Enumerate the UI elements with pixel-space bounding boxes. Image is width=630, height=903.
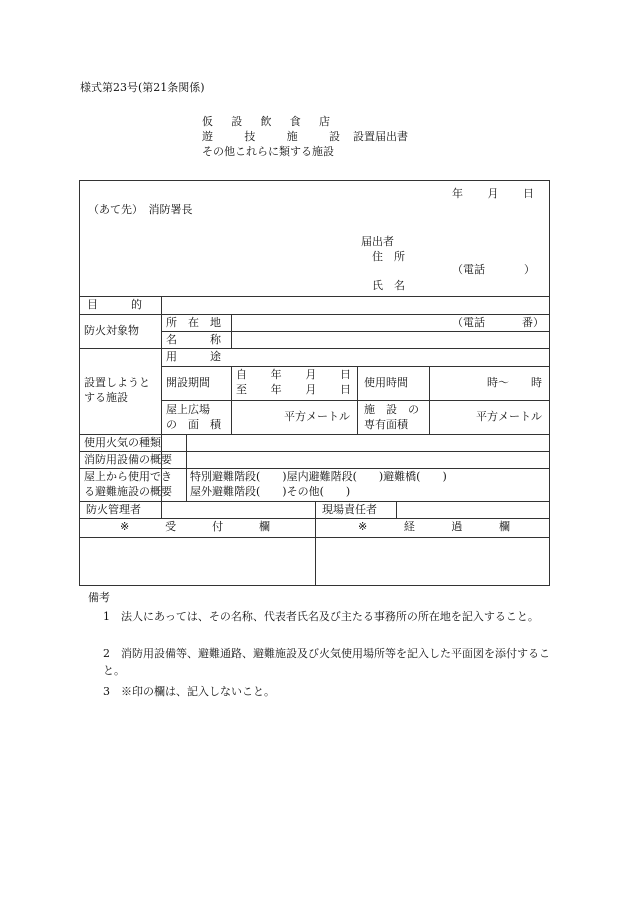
title-char: 遊	[202, 130, 213, 143]
reception-char: 欄	[258, 520, 270, 533]
notifier-label: 届出者	[361, 235, 394, 248]
period-label: 開設期間	[166, 376, 210, 389]
location-label: 所 在 地	[166, 316, 221, 329]
title-char: 設	[328, 130, 340, 143]
to-month: 月	[305, 383, 317, 396]
fire-equipment-label: 消防用設備の概要	[84, 453, 172, 466]
evac-label-1: 屋上から使用でき	[84, 470, 172, 483]
title-suffix: 設置届出書	[353, 130, 408, 143]
phone-close: ）	[524, 263, 535, 276]
title-char: 技	[244, 130, 256, 143]
rule	[79, 348, 550, 349]
title-char: 食	[289, 115, 301, 128]
fire-manager-label: 防火管理者	[86, 503, 141, 516]
reception-char: 付	[212, 520, 224, 533]
rule	[231, 366, 232, 434]
progress-mark: ※	[358, 520, 368, 533]
date-year: 年	[452, 187, 463, 200]
location-phone-close: 番）	[522, 316, 544, 329]
rule	[161, 400, 550, 401]
from-year: 年	[270, 368, 282, 381]
address-label: 住 所	[372, 250, 405, 263]
reception-char: 受	[165, 520, 177, 533]
rule	[357, 366, 358, 434]
evac-options-2: 屋外避難階段( )その他( )	[190, 485, 351, 498]
site-manager-label: 現場責任者	[322, 503, 377, 516]
title-char: 施	[286, 130, 298, 143]
title-line-1	[202, 115, 330, 129]
reception-mark: ※	[120, 520, 130, 533]
date-month: 月	[487, 187, 499, 200]
date-day: 日	[523, 187, 534, 200]
rule	[231, 314, 232, 348]
title-char: 飲	[260, 115, 272, 128]
usage-label: 用 途	[166, 350, 221, 363]
period-to	[236, 383, 351, 397]
target-label: 防火対象物	[84, 324, 139, 337]
rule	[79, 314, 550, 315]
reception-header	[120, 520, 270, 534]
usage-hours-label: 使用時間	[364, 376, 408, 389]
title-line-2	[202, 130, 340, 144]
name-row-label: 名 称	[166, 333, 221, 346]
to-day: 日	[339, 383, 351, 396]
phone-label: （電話	[452, 263, 485, 276]
title-char: 設	[231, 115, 243, 128]
evac-options-1: 特別避難階段( )屋内避難階段( )避難橋( )	[190, 470, 447, 483]
title-char: 店	[319, 115, 330, 128]
installation-label: 設置しようとする施設	[84, 376, 150, 404]
rule	[79, 468, 550, 469]
rule	[396, 501, 397, 518]
rule	[79, 434, 550, 435]
exclusive-area-label: 専有面積	[364, 418, 408, 431]
period-from	[236, 368, 351, 382]
rooftop-area-unit: 平方メートル	[284, 410, 350, 423]
usage-hours-value: 時〜 時	[487, 376, 542, 389]
rule	[79, 451, 550, 452]
progress-header	[358, 520, 510, 534]
location-phone-open: （電話	[452, 316, 485, 329]
note-item: 2 消防用設備等、避難通路、避難施設及び火気使用場所等を記入した平面図を添付すること。	[103, 647, 550, 677]
fire-type-label: 使用火気の種類	[84, 436, 161, 449]
progress-char: 過	[451, 520, 463, 533]
rule	[79, 296, 550, 297]
rule	[161, 331, 550, 332]
to-label: 至	[236, 383, 247, 396]
rule	[429, 366, 430, 434]
note-item: 1 法人にあっては、その名称、代表者氏名及び主たる事務所の所在地を記入すること。	[103, 610, 539, 623]
exclusive-area-unit: 平方メートル	[476, 410, 542, 423]
title-char: 仮	[202, 115, 213, 128]
date-field	[452, 187, 534, 201]
title-line-3: その他これらに類する施設	[202, 145, 334, 158]
notes-title: 備考	[88, 591, 110, 604]
from-label: 自	[236, 368, 247, 381]
rule	[161, 366, 550, 367]
form-number: 様式第23号(第21条関係)	[80, 81, 205, 94]
purpose-label: 目 的	[87, 298, 142, 311]
progress-char: 欄	[499, 520, 510, 533]
facility-label: 施 設 の	[364, 403, 419, 416]
progress-char: 経	[403, 520, 415, 533]
to-year: 年	[270, 383, 282, 396]
area-label: の 面 積	[166, 418, 221, 431]
name-label: 氏 名	[372, 279, 405, 292]
rooftop-label: 屋上広場	[166, 403, 210, 416]
from-day: 日	[339, 368, 351, 381]
from-month: 月	[305, 368, 317, 381]
addressee: （あて先） 消防署長	[88, 203, 193, 216]
note-item: 3 ※印の欄は、記入しないこと。	[103, 685, 275, 698]
evac-label-2: る避難施設の概要	[84, 485, 172, 498]
rule	[186, 434, 187, 501]
rule	[315, 501, 316, 586]
